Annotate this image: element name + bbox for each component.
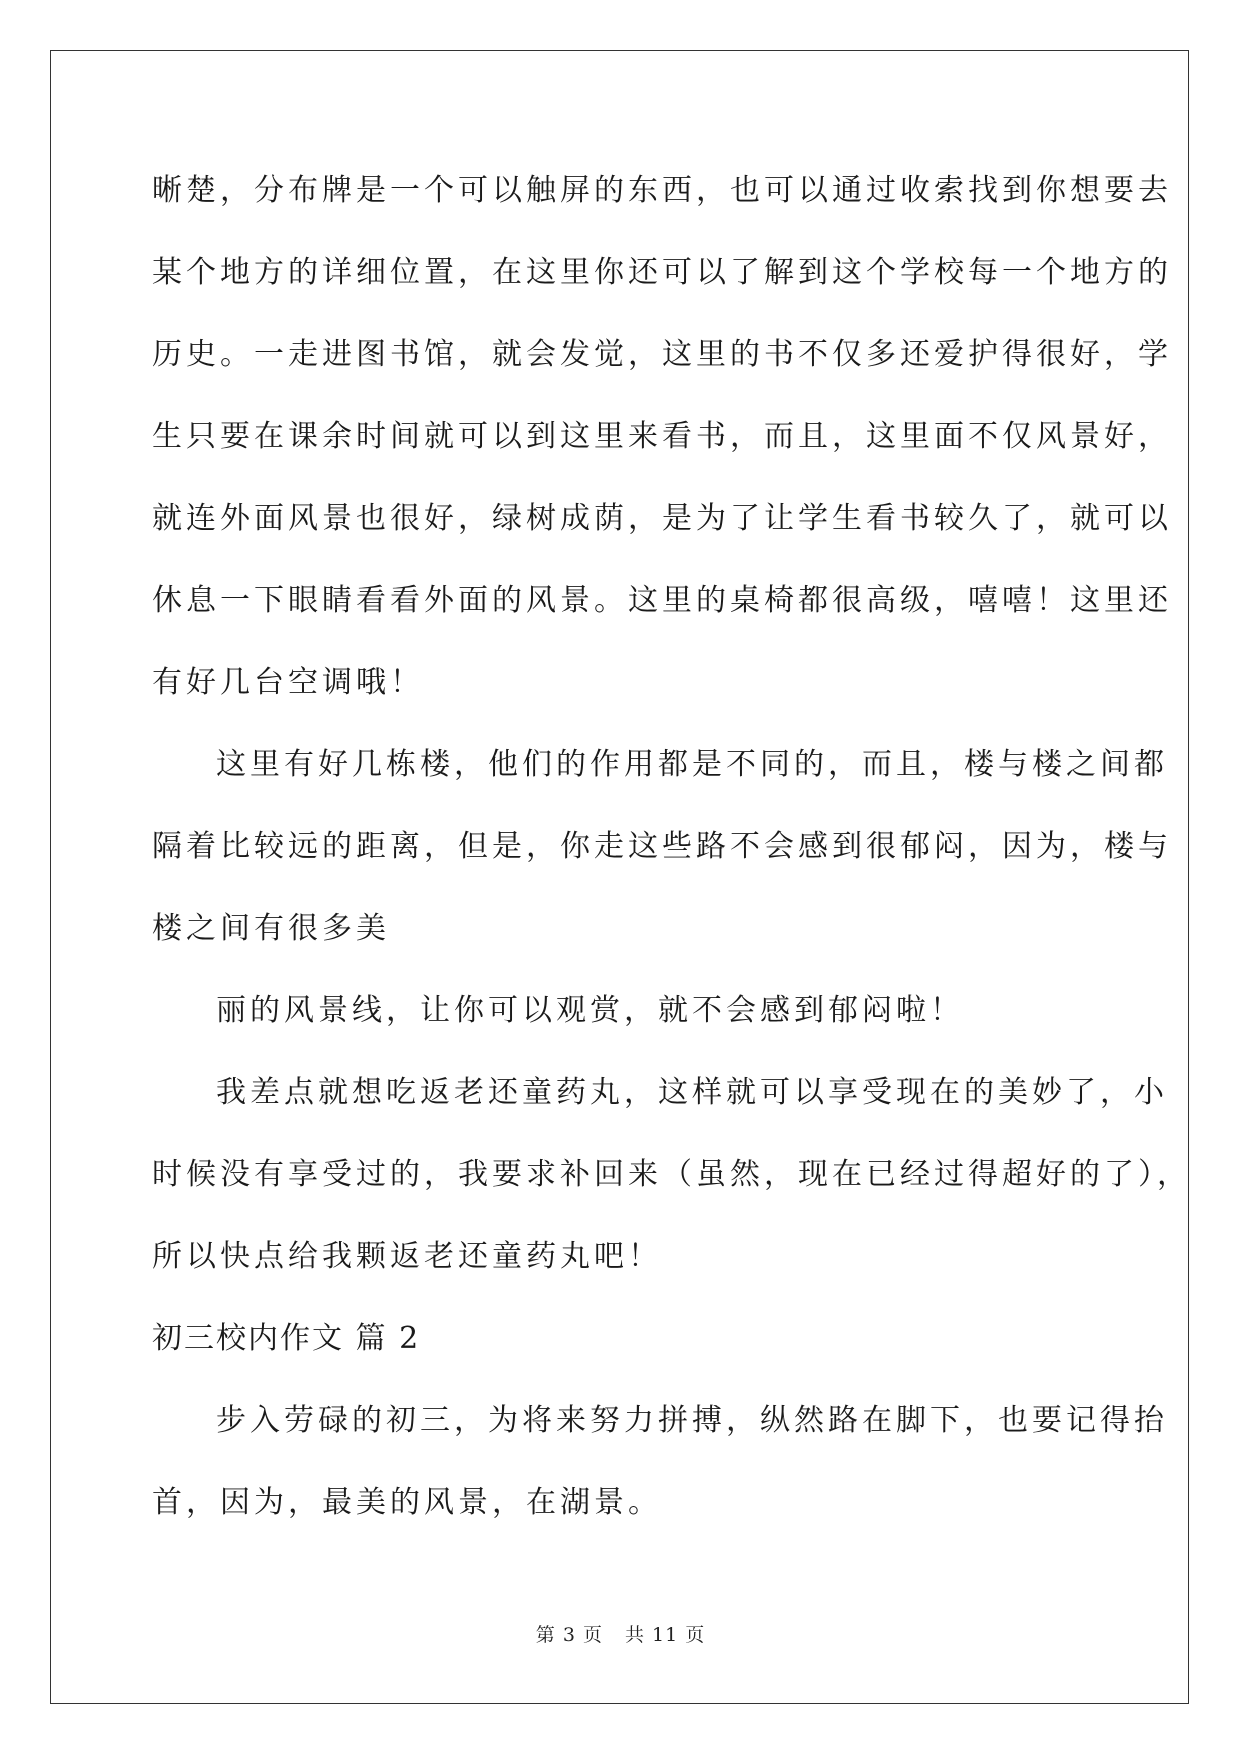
text-line: 生只要在课余时间就可以到这里来看书，而且，这里面不仅风景好，: [152, 419, 1172, 454]
text-line: 所以快点给我颗返老还童药丸吧！: [152, 1239, 662, 1274]
text-line: 历史。一走进图书馆，就会发觉，这里的书不仅多还爱护得很好，学: [152, 337, 1172, 372]
text-line: 步入劳碌的初三，为将来努力拼搏，纵然路在脚下，也要记得抬: [216, 1403, 1168, 1438]
page-footer: [0, 1620, 1241, 1647]
text-line: 我差点就想吃返老还童药丸，这样就可以享受现在的美妙了，小: [216, 1075, 1168, 1110]
text-line: 晰楚，分布牌是一个可以触屏的东西，也可以通过收索找到你想要去: [152, 173, 1172, 208]
text-line: 隔着比较远的距离，但是，你走这些路不会感到很郁闷，因为，楼与: [152, 829, 1172, 864]
text-line: 某个地方的详细位置，在这里你还可以了解到这个学校每一个地方的: [152, 255, 1172, 290]
text-line: 首，因为，最美的风景，在湖景。: [152, 1485, 662, 1520]
text-line: 有好几台空调哦！: [152, 665, 424, 700]
text-line: 休息一下眼睛看看外面的风景。这里的桌椅都很高级，嘻嘻！这里还: [152, 583, 1172, 618]
text-line: 时候没有享受过的，我要求补回来（虽然，现在已经过得超好的了），: [152, 1157, 1191, 1192]
document-body: [152, 163, 1191, 1557]
text-line: 楼之间有很多美: [152, 911, 390, 946]
text-line: 丽的风景线，让你可以观赏，就不会感到郁闷啦！: [216, 993, 964, 1028]
section-heading: 初三校内作文 篇 2: [152, 1321, 421, 1356]
text-line: 这里有好几栋楼，他们的作用都是不同的，而且，楼与楼之间都: [216, 747, 1168, 782]
text-line: 就连外面风景也很好，绿树成荫，是为了让学生看书较久了，就可以: [152, 501, 1172, 536]
page-total: 共 11 页: [624, 1624, 706, 1646]
page-number: 第 3 页: [535, 1624, 603, 1646]
